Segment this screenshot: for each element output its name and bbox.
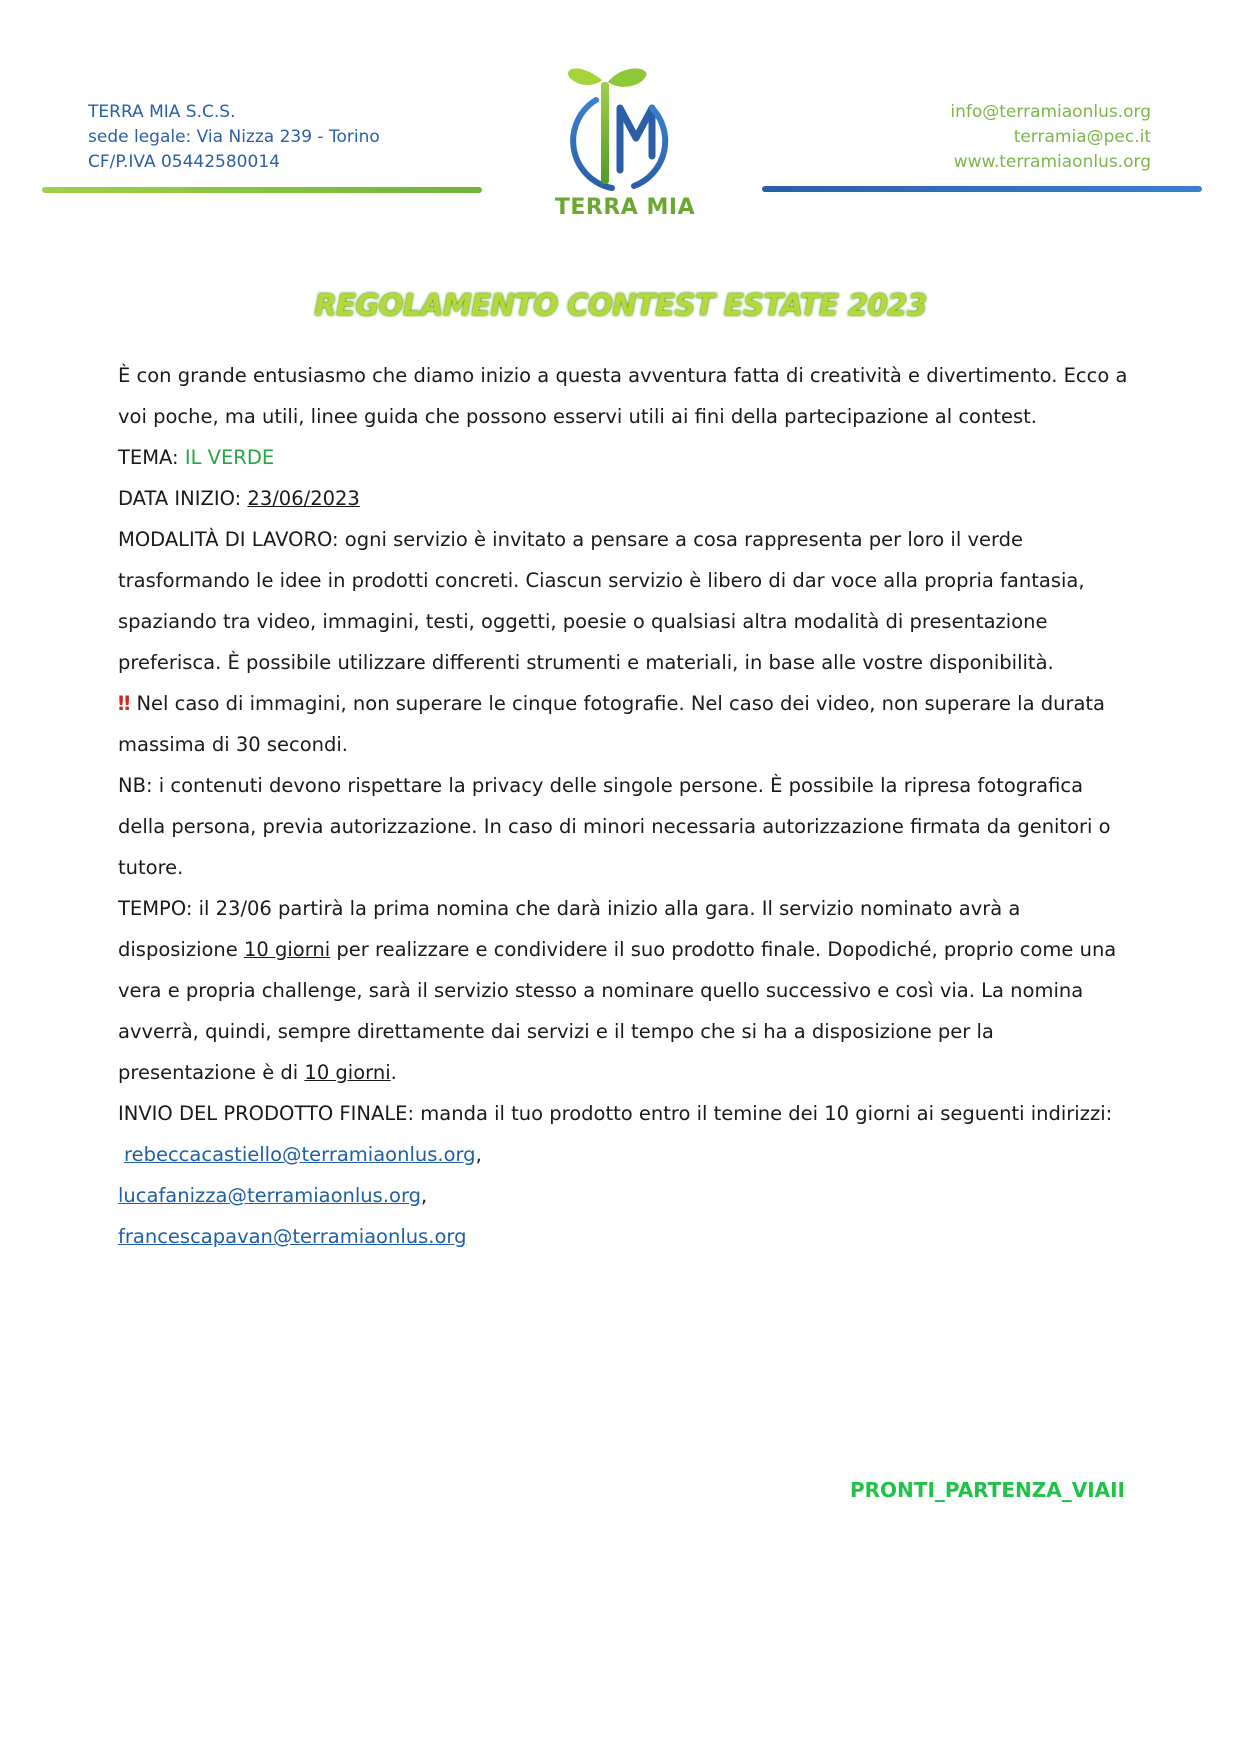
invio-paragraph	[118, 1093, 1128, 1134]
email-link[interactable]: francescapavan@terramiaonlus.org	[118, 1225, 467, 1248]
document-title: REGOLAMENTO CONTEST ESTATE 2023	[314, 288, 927, 322]
logo-text: TERRA MIA	[554, 195, 696, 220]
tema-label: TEMA:	[118, 446, 179, 469]
org-name: TERRA MIA S.C.S.	[88, 102, 236, 122]
double-exclamation-icon: ‼	[118, 692, 131, 715]
modalita-paragraph	[118, 519, 1128, 683]
tempo-paragraph	[118, 888, 1128, 1093]
terra-mia-logo	[550, 60, 700, 230]
tempo-text-2: per realizzare e condividere il suo prodotto finale. Dopodiché, proprio come una vera e propria challenge, sarà il servizio stesso a nominare quello successivo e così via. La nomina avverrà, quindi, sempre direttamente dai servizi e il tempo che si ha a disposizione per la presentazione è di	[118, 938, 1117, 1084]
invio-label: INVIO DEL PRODOTTO FINALE:	[118, 1102, 415, 1125]
email-list-item	[118, 1134, 1128, 1175]
tempo-days-1: 10 giorni	[243, 938, 331, 961]
data-inizio-label: DATA INIZIO:	[118, 487, 242, 510]
contact-email-info[interactable]: info@terramiaonlus.org	[950, 102, 1151, 122]
data-inizio-value: 23/06/2023	[247, 487, 360, 510]
contact-email-pec[interactable]: terramia@pec.it	[1013, 127, 1151, 147]
header-contacts	[950, 100, 1151, 175]
closing-slogan: PRONTI_PARTENZA_VIAII	[850, 1478, 1125, 1502]
email-link[interactable]: rebeccacastiello@terramiaonlus.org	[124, 1143, 476, 1166]
contact-website[interactable]: www.terramiaonlus.org	[953, 152, 1151, 172]
nb-text: i contenuti devono rispettare la privacy delle singole persone. È possibile la ripresa fotografica della persona, previa autorizzazione. In caso di minori necessaria autorizzazione firmata da genitori o tutore.	[118, 774, 1111, 879]
tempo-text-1: il 23/06 partirà la prima nomina che darà inizio alla gara. Il servizio nominato avrà a disposizione	[118, 897, 1021, 961]
tempo-label: TEMPO:	[118, 897, 193, 920]
tema-line	[118, 437, 1128, 478]
header-org-info	[88, 100, 380, 175]
nb-paragraph	[118, 765, 1128, 888]
modalita-label: MODALITÀ DI LAVORO:	[118, 528, 339, 551]
intro-paragraph: È con grande entusiasmo che diamo inizio a questa avventura fatta di creatività e divertimento. Ecco a voi poche, ma utili, linee guida che possono esservi utili ai fini della partecipazione al contest.	[118, 364, 1128, 428]
data-inizio-line	[118, 478, 1128, 519]
org-address: sede legale: Via Nizza 239 - Torino	[88, 127, 380, 147]
sprout-logo-icon	[550, 60, 700, 200]
header-divider-green	[42, 187, 482, 193]
email-suffix: ,	[475, 1143, 482, 1166]
nb-label: NB:	[118, 774, 153, 797]
email-suffix: ,	[421, 1184, 428, 1207]
org-vat: CF/P.IVA 05442580014	[88, 152, 280, 172]
document-body	[118, 355, 1128, 1257]
email-list-item	[118, 1175, 1128, 1216]
modalita-text: ogni servizio è invitato a pensare a cosa rappresenta per loro il verde trasformando le idee in prodotti concreti. Ciascun servizio è libero di dar voce alla propria fantasia, spaziando tra video, immagini, testi, oggetti, poesie o qualsiasi altra modalità di presentazione preferisca. È possibile utilizzare differenti strumenti e materiali, in base alle vostre disponibilità.	[118, 528, 1085, 674]
warning-text: Nel caso di immagini, non superare le cinque fotografie. Nel caso dei video, non superare la durata massima di 30 secondi.	[118, 692, 1106, 756]
header-divider-blue	[762, 186, 1202, 192]
invio-text: manda il tuo prodotto entro il temine dei 10 giorni ai seguenti indirizzi:	[420, 1102, 1113, 1125]
warning-paragraph	[118, 683, 1128, 765]
tempo-days-2: 10 giorni	[304, 1061, 391, 1084]
tempo-end: .	[390, 1061, 397, 1084]
email-link[interactable]: lucafanizza@terramiaonlus.org	[118, 1184, 422, 1207]
email-list-item	[118, 1216, 1128, 1257]
tema-value: IL VERDE	[184, 446, 275, 469]
